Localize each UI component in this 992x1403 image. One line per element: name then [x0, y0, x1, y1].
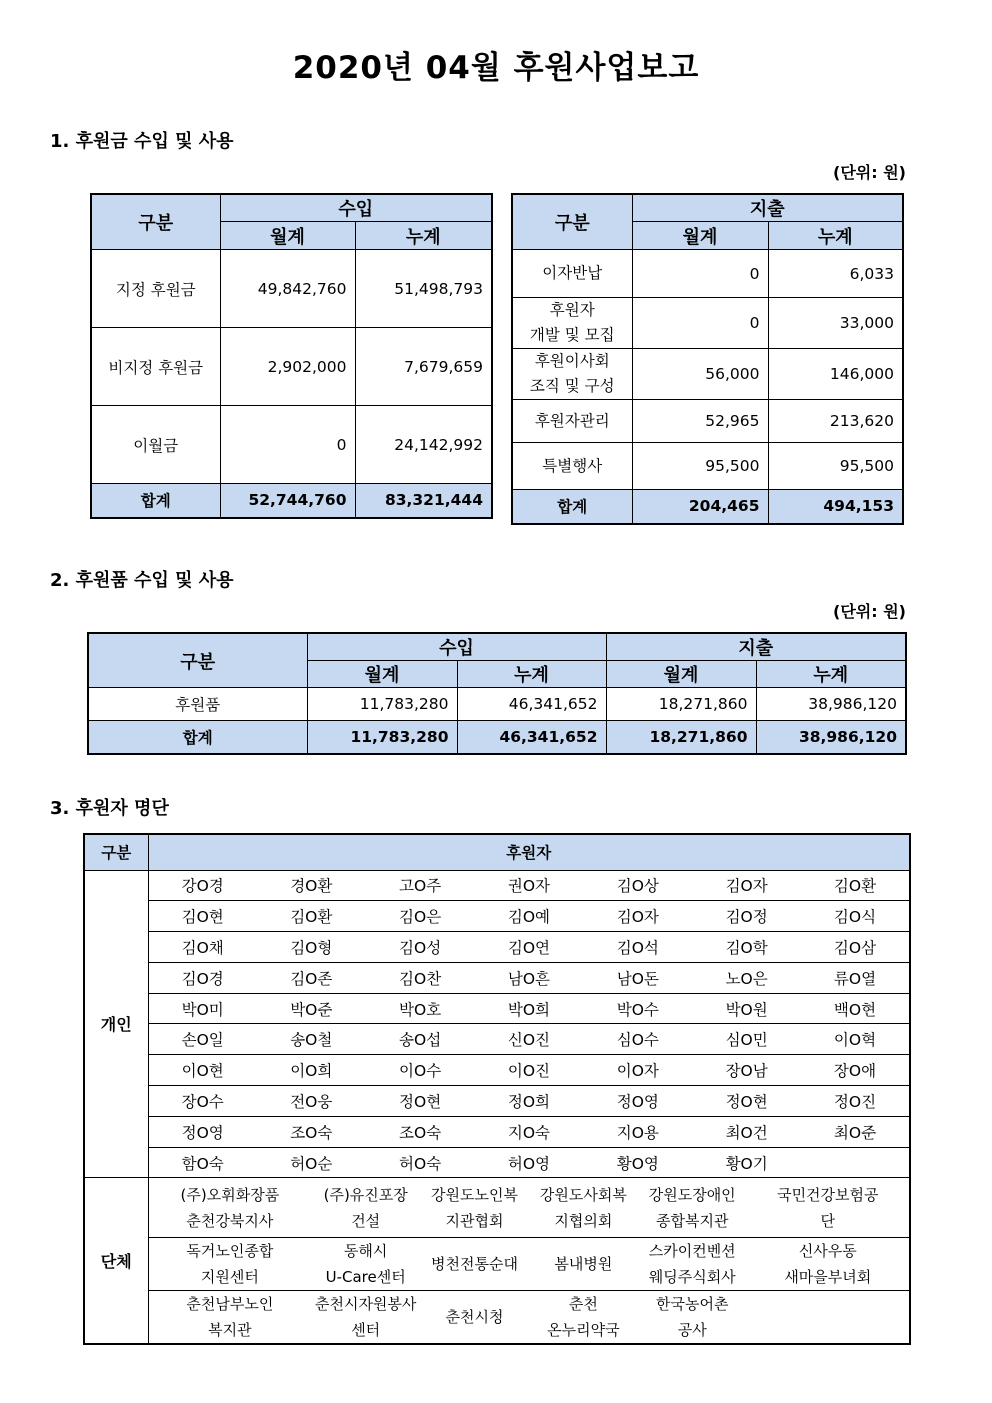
group-donor-line: (주)오휘화장품 — [180, 1185, 280, 1204]
group-donor-line: 지원센터 — [200, 1268, 259, 1287]
group-donor-line: 춘천시자원봉사 — [314, 1295, 417, 1314]
individual-donor: 심O수 — [583, 1024, 692, 1055]
individual-donor: 김O석 — [583, 932, 692, 963]
individual-donor: 이O자 — [583, 1055, 692, 1086]
group-donor — [747, 1178, 910, 1238]
group-donor — [529, 1178, 638, 1238]
individual-donor: 정O진 — [801, 1086, 910, 1117]
individual-donor: 김O정 — [692, 901, 801, 932]
group-donor — [148, 1291, 311, 1345]
goods-out-cumulative: 38,986,120 — [756, 688, 906, 721]
individual-donor: 김O찬 — [366, 962, 475, 993]
expense-row-monthly: 95,500 — [632, 443, 768, 490]
goods-total-out-cumulative: 38,986,120 — [756, 721, 906, 754]
goods-expense-header: 지출 — [606, 633, 906, 661]
group-donor-line: 스카이컨벤션 — [648, 1242, 736, 1261]
expense-table — [511, 193, 904, 525]
individual-donor: 손O일 — [148, 1024, 257, 1055]
individual-donor: 최O건 — [692, 1116, 801, 1147]
individual-donor: 박O원 — [692, 993, 801, 1024]
expense-label-line: 후원자관리 — [534, 411, 610, 430]
section3-heading: 3. 후원자 명단 — [50, 798, 169, 819]
income-group-header: 수입 — [220, 194, 492, 222]
group-donor-line: 강원도장애인 — [648, 1185, 736, 1204]
donor-header: 후원자 — [148, 834, 910, 870]
expense-row-monthly: 56,000 — [632, 349, 768, 400]
expense-row-cumulative: 6,033 — [768, 250, 903, 298]
individual-donor: 박O수 — [583, 993, 692, 1024]
individual-donor: 남O흔 — [475, 962, 584, 993]
group-donor-line: 신사우동 — [798, 1242, 857, 1261]
donor-category-header: 구분 — [84, 834, 148, 870]
individual-donor: 박O미 — [148, 993, 257, 1024]
individual-donor: 전O웅 — [257, 1086, 366, 1117]
group-donor-line: 웨딩주식회사 — [648, 1268, 736, 1287]
group-donor-line: (주)유진포장 — [323, 1185, 408, 1204]
individual-donor: 고O주 — [366, 870, 475, 901]
individual-donor: 장O남 — [692, 1055, 801, 1086]
goods-expense-cumulative-header: 누계 — [756, 661, 906, 688]
income-row-monthly: 0 — [220, 406, 355, 484]
individual-donor: 허O숙 — [366, 1147, 475, 1178]
group-donor — [420, 1178, 529, 1238]
goods-out-monthly: 18,271,860 — [606, 688, 756, 721]
goods-total-out-monthly: 18,271,860 — [606, 721, 756, 754]
expense-label-line: 후원자 — [549, 301, 595, 319]
expense-label-line: 특별행사 — [542, 456, 603, 475]
goods-income-cumulative-header: 누계 — [457, 661, 606, 688]
individual-donor: 장O수 — [148, 1086, 257, 1117]
individual-donor: 조O숙 — [366, 1116, 475, 1147]
individual-donor: 김O형 — [257, 932, 366, 963]
group-donor-line: 온누리약국 — [547, 1321, 620, 1340]
group-donor-line: 춘천시청 — [445, 1308, 504, 1327]
individual-donor: 김O연 — [475, 932, 584, 963]
individual-donor: 김O삼 — [801, 932, 910, 963]
income-row-monthly: 2,902,000 — [220, 328, 355, 406]
group-donor-line: 봄내병원 — [554, 1255, 613, 1274]
expense-category-header: 구분 — [512, 194, 632, 250]
group-donor-line: 병천전통순대 — [431, 1255, 518, 1274]
donor-table — [83, 833, 911, 1345]
section2-heading: 2. 후원품 수입 및 사용 — [50, 570, 234, 591]
group-donor — [638, 1291, 747, 1345]
group-donor-line: 강원도사회복 — [539, 1185, 627, 1204]
goods-total-label: 합계 — [88, 721, 307, 754]
expense-row-monthly: 52,965 — [632, 400, 768, 443]
individual-donor: 송O철 — [257, 1024, 366, 1055]
individual-donor: 김O학 — [692, 932, 801, 963]
group-donor-line: 단 — [820, 1211, 836, 1230]
individual-donor: 김O환 — [801, 870, 910, 901]
income-row-monthly: 49,842,760 — [220, 250, 355, 328]
individual-donor: 박O호 — [366, 993, 475, 1024]
expense-row-label — [512, 443, 632, 490]
expense-row-cumulative: 146,000 — [768, 349, 903, 400]
expense-row-label — [512, 349, 632, 400]
income-monthly-header: 월계 — [220, 222, 355, 250]
income-total-label: 합계 — [91, 484, 220, 518]
goods-total-in-cumulative: 46,341,652 — [457, 721, 606, 754]
individual-donor: 함O숙 — [148, 1147, 257, 1178]
individual-donor: 권O자 — [475, 870, 584, 901]
group-donor-line: 한국농어촌 — [655, 1295, 729, 1314]
group-donor-line: 건설 — [351, 1211, 381, 1230]
individual-category: 개인 — [84, 870, 148, 1178]
individual-donor: 류O열 — [801, 962, 910, 993]
group-donor — [311, 1291, 420, 1345]
individual-donor: 허O순 — [257, 1147, 366, 1178]
individual-donor: 지O용 — [583, 1116, 692, 1147]
group-donor — [420, 1291, 529, 1345]
group-donor-line: 센터 — [351, 1321, 381, 1340]
group-donor-line: 종합복지관 — [655, 1211, 729, 1230]
expense-row-label — [512, 250, 632, 298]
group-donor-line: 강원도노인복 — [431, 1185, 518, 1204]
individual-donor: 김O채 — [148, 932, 257, 963]
individual-donor: 박O희 — [475, 993, 584, 1024]
group-donor — [311, 1238, 420, 1291]
individual-donor: 김O자 — [692, 870, 801, 901]
individual-donor: 정O현 — [366, 1086, 475, 1117]
income-total-monthly: 52,744,760 — [220, 484, 355, 518]
group-donor-line: 춘천 — [568, 1295, 598, 1314]
individual-donor: 황O영 — [583, 1147, 692, 1178]
group-donor — [420, 1238, 529, 1291]
individual-donor: 박O준 — [257, 993, 366, 1024]
income-table — [90, 193, 493, 519]
section1-heading: 1. 후원금 수입 및 사용 — [50, 131, 234, 152]
expense-total-cumulative: 494,153 — [768, 490, 903, 524]
group-donor — [638, 1178, 747, 1238]
individual-donor: 신O진 — [475, 1024, 584, 1055]
goods-in-monthly: 11,783,280 — [307, 688, 457, 721]
group-donor-line: 공사 — [677, 1321, 707, 1340]
goods-income-monthly-header: 월계 — [307, 661, 457, 688]
goods-total-in-monthly: 11,783,280 — [307, 721, 457, 754]
group-donor-line: 동해시 — [343, 1242, 388, 1261]
income-row-cumulative: 51,498,793 — [355, 250, 492, 328]
individual-donor: 이O희 — [257, 1055, 366, 1086]
group-donor — [529, 1238, 638, 1291]
individual-donor: 김O환 — [257, 901, 366, 932]
group-donor — [148, 1178, 311, 1238]
individual-donor: 김O식 — [801, 901, 910, 932]
group-donor-line: U-Care센터 — [325, 1268, 406, 1287]
individual-donor: 장O애 — [801, 1055, 910, 1086]
individual-donor: 김O성 — [366, 932, 475, 963]
individual-donor: 조O숙 — [257, 1116, 366, 1147]
group-donor-line: 새마을부녀회 — [784, 1268, 872, 1287]
group-donor — [747, 1291, 910, 1345]
group-donor-line: 지관협회 — [445, 1211, 504, 1230]
goods-income-header: 수입 — [307, 633, 606, 661]
individual-donor: 이O진 — [475, 1055, 584, 1086]
individual-donor: 송O섭 — [366, 1024, 475, 1055]
individual-donor: 이O수 — [366, 1055, 475, 1086]
individual-donor: 강O경 — [148, 870, 257, 901]
group-donor-line: 춘천강북지사 — [186, 1211, 274, 1230]
individual-donor: 최O준 — [801, 1116, 910, 1147]
individual-donor: 김O예 — [475, 901, 584, 932]
group-donor — [638, 1238, 747, 1291]
individual-donor: 김O은 — [366, 901, 475, 932]
individual-donor: 이O혁 — [801, 1024, 910, 1055]
individual-donor — [801, 1147, 910, 1178]
individual-donor: 정O희 — [475, 1086, 584, 1117]
expense-row-label — [512, 298, 632, 349]
expense-row-monthly: 0 — [632, 250, 768, 298]
income-cumulative-header: 누계 — [355, 222, 492, 250]
income-row-cumulative: 24,142,992 — [355, 406, 492, 484]
individual-donor: 김O경 — [148, 962, 257, 993]
individual-donor: 김O존 — [257, 962, 366, 993]
group-donor — [311, 1178, 420, 1238]
individual-donor: 김O자 — [583, 901, 692, 932]
goods-expense-monthly-header: 월계 — [606, 661, 756, 688]
expense-label-line: 후원이사회 — [534, 352, 610, 370]
goods-table — [87, 632, 907, 755]
group-donor-line: 독거노인종합 — [186, 1242, 274, 1261]
income-row-cumulative: 7,679,659 — [355, 328, 492, 406]
individual-donor: 김O상 — [583, 870, 692, 901]
group-donor-line: 복지관 — [208, 1321, 252, 1340]
individual-donor: 노O은 — [692, 962, 801, 993]
expense-row-cumulative: 95,500 — [768, 443, 903, 490]
expense-row-monthly: 0 — [632, 298, 768, 349]
expense-row-cumulative: 33,000 — [768, 298, 903, 349]
income-row-label: 지정 후원금 — [91, 250, 220, 328]
group-category: 단체 — [84, 1178, 148, 1345]
income-category-header: 구분 — [91, 194, 220, 250]
individual-donor: 허O영 — [475, 1147, 584, 1178]
expense-label-line: 이자반납 — [542, 264, 603, 282]
group-donor — [529, 1291, 638, 1345]
individual-donor: 경O환 — [257, 870, 366, 901]
expense-row-cumulative: 213,620 — [768, 400, 903, 443]
expense-label-line: 조직 및 구성 — [529, 377, 615, 395]
individual-donor: 황O기 — [692, 1147, 801, 1178]
expense-cumulative-header: 누계 — [768, 222, 903, 250]
group-donor-line: 국민건강보험공 — [777, 1185, 879, 1204]
income-row-label: 이월금 — [91, 406, 220, 484]
individual-donor: 정O현 — [692, 1086, 801, 1117]
individual-donor: 이O현 — [148, 1055, 257, 1086]
individual-donor: 지O숙 — [475, 1116, 584, 1147]
individual-donor: 남O돈 — [583, 962, 692, 993]
individual-donor: 김O현 — [148, 901, 257, 932]
section1-unit: (단위: 원) — [833, 163, 906, 182]
expense-total-label: 합계 — [512, 490, 632, 524]
individual-donor: 심O민 — [692, 1024, 801, 1055]
group-donor — [148, 1238, 311, 1291]
group-donor-line: 춘천남부노인 — [186, 1295, 274, 1314]
expense-label-line: 개발 및 모집 — [529, 326, 615, 344]
individual-donor: 정O영 — [148, 1116, 257, 1147]
individual-donor: 백O현 — [801, 993, 910, 1024]
section2-unit: (단위: 원) — [833, 602, 906, 621]
group-donor — [747, 1238, 910, 1291]
individual-donor: 정O영 — [583, 1086, 692, 1117]
group-donor-line: 지협의회 — [554, 1211, 613, 1230]
expense-row-label — [512, 400, 632, 443]
goods-category-header: 구분 — [88, 633, 307, 688]
income-total-cumulative: 83,321,444 — [355, 484, 492, 518]
expense-group-header: 지출 — [632, 194, 903, 222]
document-title: 2020년 04월 후원사업보고 — [292, 50, 700, 86]
goods-in-cumulative: 46,341,652 — [457, 688, 606, 721]
goods-row-label: 후원품 — [88, 688, 307, 721]
income-row-label: 비지정 후원금 — [91, 328, 220, 406]
expense-total-monthly: 204,465 — [632, 490, 768, 524]
expense-monthly-header: 월계 — [632, 222, 768, 250]
